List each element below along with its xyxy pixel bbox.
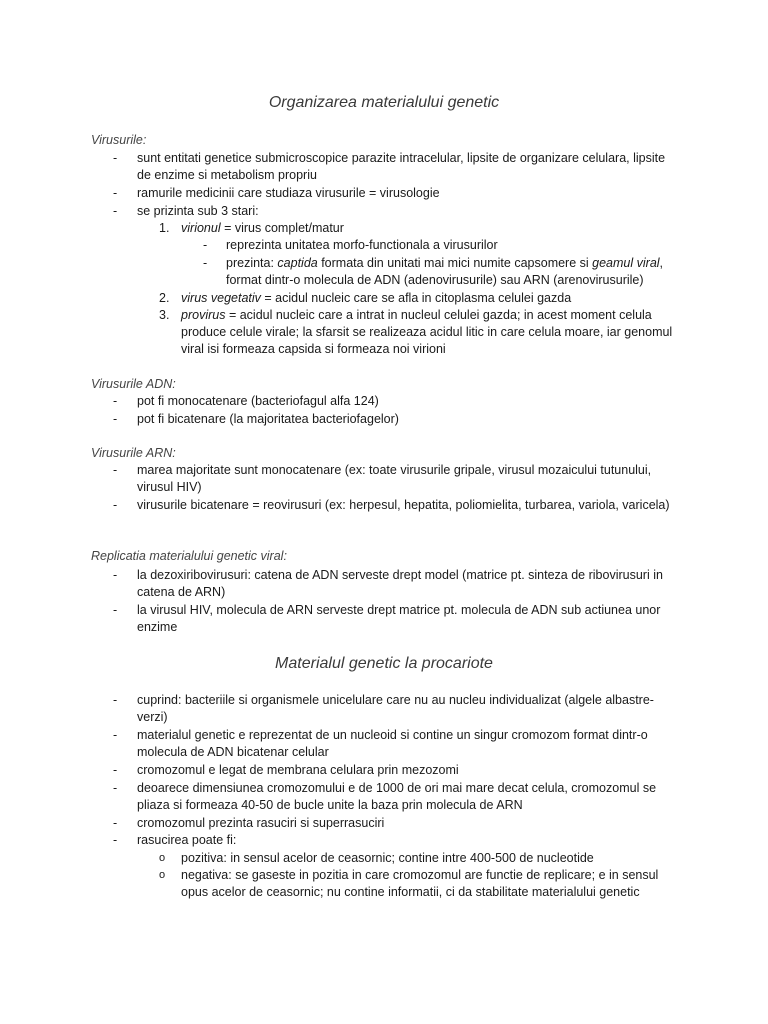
term-rest: = acidul nucleic care a intrat in nucleul celulei gazda; in acest moment celula produce celule virale; la sfarsit se realizeaza acidul litic in care celula moare, iar genomul viral isi formeaza capsida si formeaza noi virioni [181,308,673,356]
circle-bullet-icon: o [159,852,166,864]
heading-arn: Virusurile ARN: [91,446,176,460]
dash-bullet: - [203,256,208,270]
title-organizarea: Organizarea materialului genetic [268,94,500,111]
item-text: cromozomul e legat de membrana celulara prin mezozomi [137,763,459,777]
item-text [181,290,681,307]
dash-bullet: - [113,394,118,408]
dash-bullet: - [113,781,118,795]
dash-bullet: - [113,151,118,165]
item-text: rasucirea poate fi: [137,833,237,847]
dash-bullet: - [113,186,118,200]
dash-bullet: - [113,833,118,847]
item-text: pot fi bicatenare (la majoritatea bacteriofagelor) [137,412,399,426]
item-text: reprezinta unitatea morfo-functionala a virusurilor [226,238,498,252]
title-procariote: Materialul genetic la procariote [275,655,493,672]
term: geamul viral [592,256,660,270]
term: virionul [181,221,221,235]
dash-bullet: - [113,728,118,742]
dash-bullet: - [113,568,118,582]
item-text: ramurile medicinii care studiaza virusurile = virusologie [137,186,440,200]
dash-bullet: - [113,412,118,426]
text-part: , format dintr-o molecula de ADN (adenovirusurile) sau ARN (arenovirusurile) [226,256,664,287]
item-number: 1. [159,221,170,235]
dash-bullet: - [113,603,118,617]
item-text: materialul genetic e reprezentat de un nucleoid si contine un singur cromozom format dintr-o molecula de ADN bicatenar celular [137,728,648,759]
item-text: deoarece dimensiunea cromozomului e de 1000 de ori mai mare decat celula, cromozomul se pliaza si formeaza 40-50 de bucle unite la baza prin molecula de ARN [137,781,657,812]
term: captida [277,256,318,270]
dash-bullet: - [113,204,118,218]
dash-bullet: - [113,816,118,830]
term-rest: = acidul nucleic care se afla in citoplasma celulei gazda [260,291,572,305]
item-text [226,255,681,289]
dash-bullet: - [113,498,118,512]
item-number: 2. [159,291,170,305]
dash-bullet: - [113,463,118,477]
item-text: cuprind: bacteriile si organismele unicelulare care nu au nucleu individualizat (algele albastre-verzi) [137,693,654,724]
heading-adn: Virusurile ADN: [91,377,176,391]
circle-bullet-icon: o [159,869,166,881]
dash-bullet: - [113,693,118,707]
item-text: se prizinta sub 3 stari: [137,204,259,218]
item-text: pot fi monocatenare (bacteriofagul alfa 124) [137,394,379,408]
text-part: formata din unitati mai mici numite capsomere si [317,256,593,270]
heading-replicatia: Replicatia materialului genetic viral: [91,549,287,563]
term-rest: = virus complet/matur [220,221,344,235]
item-number: 3. [159,308,170,322]
dash-bullet: - [113,763,118,777]
item-text: marea majoritate sunt monocatenare (ex: toate virusurile gripale, virusul mozaicului tutunului, virusul HIV) [137,463,652,494]
item-text: negativa: se gaseste in pozitia in care cromozomul are functie de replicare; e in sensul opus acelor de ceasornic; nu contine informatii, ci da stabilitate materialului genetic [181,868,659,899]
item-text: cromozomul prezinta rasuciri si superrasuciri [137,816,385,830]
dash-bullet: - [203,238,208,252]
heading-virusurile: Virusurile: [91,133,147,147]
term: virus vegetativ [181,291,261,305]
item-text: la virusul HIV, molecula de ARN serveste drept matrice pt. molecula de ADN sub actiunea unor enzime [137,603,661,634]
item-text [181,220,681,237]
item-text: sunt entitati genetice submicroscopice parazite intracelular, lipsite de organizare celulara, lipsite de enzime si metabolism propriu [137,151,666,182]
term: provirus [181,308,226,322]
item-text: la dezoxiribovirusuri: catena de ADN serveste drept model (matrice pt. sinteza de ribovirusuri in catena de ARN) [137,568,663,599]
text-part: prezinta: [226,256,278,270]
item-text: virusurile bicatenare = reovirusuri (ex: herpesul, hepatita, poliomielita, turbarea, variola, varicela) [137,498,670,512]
item-text [181,307,681,358]
item-text: pozitiva: in sensul acelor de ceasornic; contine intre 400-500 de nucleotide [181,851,594,865]
